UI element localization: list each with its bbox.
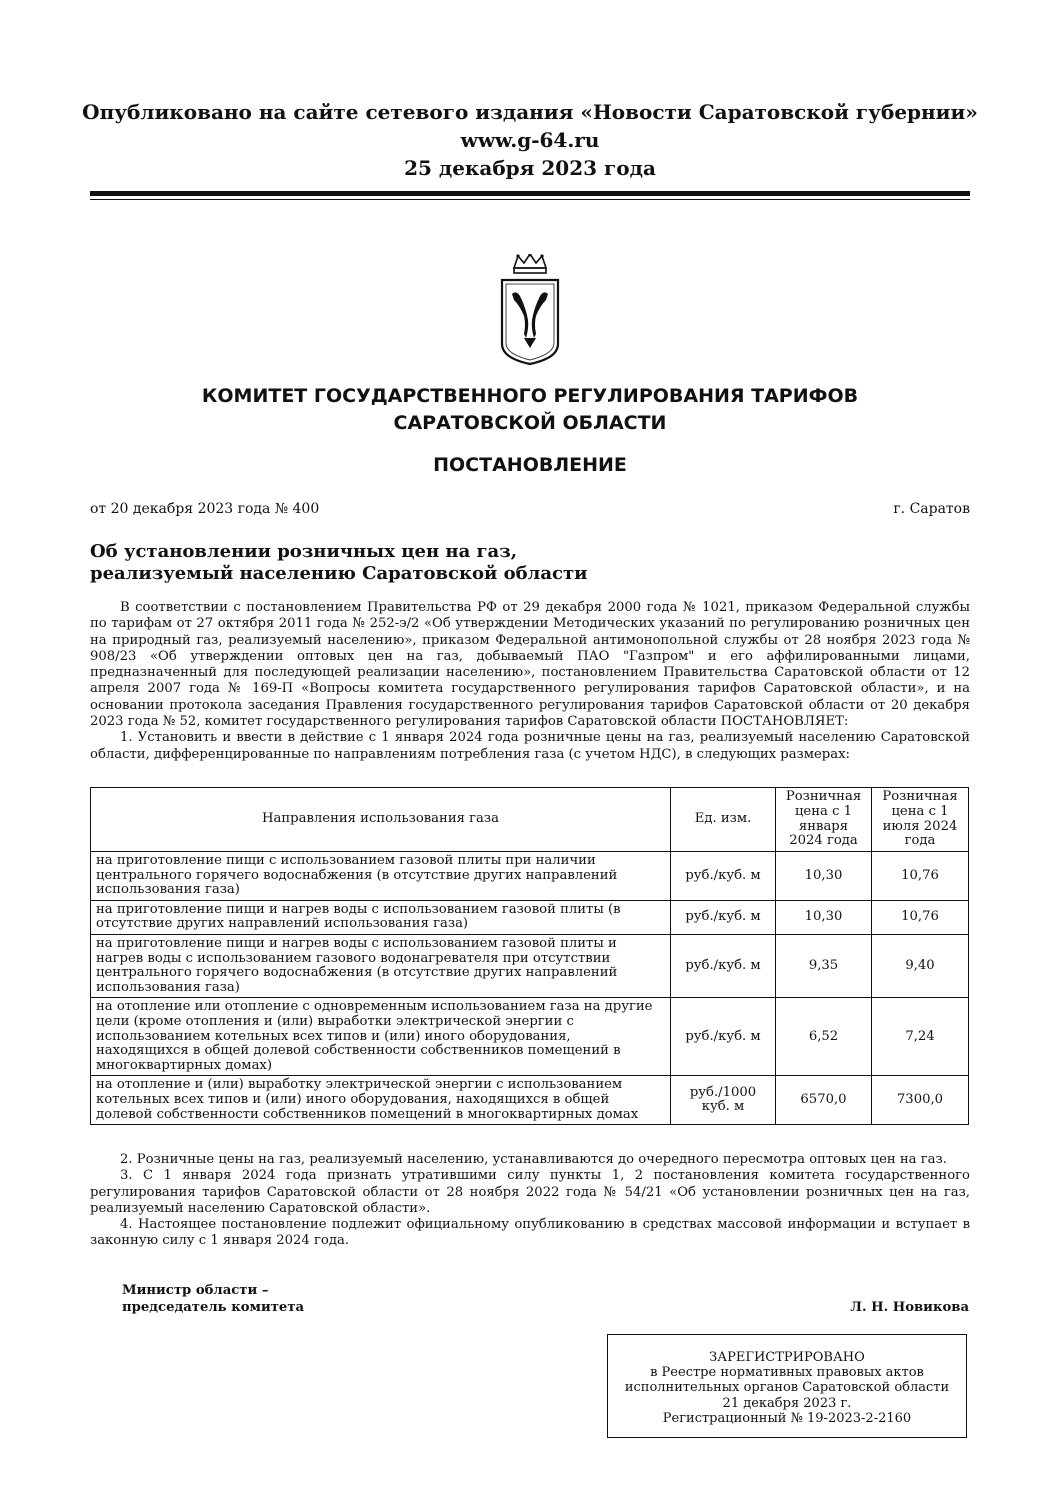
table-row [91,998,969,1076]
organization-title-line: САРАТОВСКОЙ ОБЛАСТИ [393,412,667,434]
cell-price-jul: 9,40 [872,934,969,997]
registration-number: Регистрационный № 19-2023-2-2160 [662,1410,912,1426]
item-1-paragraph: 1. Установить и ввести в действие с 1 января 2024 года розничные цены на газ, реализуемый населению Саратовской области, дифференцированные по направлениям потребления газа (с учетом НДС), в следующих размерах: [90,730,970,762]
column-header-price-jan: Розничная цена с 1 января 2024 года [776,788,872,852]
table-header-row [91,788,969,852]
document-subject [90,541,970,585]
registration-line: ЗАРЕГИСТРИРОВАНО [709,1350,865,1365]
cell-unit: руб./куб. м [671,852,776,901]
item-4-paragraph: 4. Настоящее постановление подлежит официальному опубликованию в средствах массовой информации и вступает в законную силу с 1 января 2024 года. [90,1217,970,1249]
publication-line: Опубликовано на сайте сетевого издания «Новости Саратовской губернии» [82,100,978,124]
registration-line: исполнительных органов Саратовской области [624,1380,950,1396]
cell-price-jul: 10,76 [872,852,969,901]
column-header-direction: Направления использования газа [91,788,671,852]
document-closing [90,1152,970,1250]
cell-unit: руб./куб. м [671,934,776,997]
signatory-name: Л. Н. Новикова [850,1300,969,1315]
cell-unit: руб./1000 куб. м [671,1076,776,1125]
table-row [91,852,969,901]
publication-header [0,98,1060,182]
preamble-paragraph: В соответствии с постановлением Правительства РФ от 29 декабря 2000 года № 1021, приказом Федеральной службы по тарифам от 27 октября 2011 года № 252-э/2 «Об утверждении Методических указаний по регулированию розничных цен на природный газ, реализуемый населению», приказом Федеральной антимонопольной службы от 28 ноября 2023 года № 908/23 «Об утверждении оптовых цен на газ, добываемый ПАО "Газпром" и его аффилированными лицами, предназначенный для последующей реализации населению», постановлением Правительства Саратовской области от 12 апреля 2007 года № 169-П «Вопросы комитета государственного регулирования тарифов Саратовской области», и на основании протокола заседания Правления государственного регулирования тарифов Саратовской области от 20 декабря 2023 года № 52, комитет государственного регулирования тарифов Саратовской области ПОСТАНОВЛЯЕТ: [90,600,970,730]
column-header-unit: Ед. изм. [671,788,776,852]
cell-price-jan: 9,35 [776,934,872,997]
cell-unit: руб./куб. м [671,900,776,934]
publication-url: www.g-64.ru [460,128,600,152]
header-rule-thin [90,199,970,200]
column-header-price-jul: Розничная цена с 1 июля 2024 года [872,788,969,852]
cell-direction: на приготовление пищи и нагрев воды с использованием газовой плиты (в отсутствие других направлений использования газа) [91,900,671,934]
document-city: г. Саратов [893,501,970,517]
organization-title-line: КОМИТЕТ ГОСУДАРСТВЕННОГО РЕГУЛИРОВАНИЯ ТАРИФОВ [201,385,859,407]
coat-of-arms-icon [498,254,562,366]
signatory-title [122,1282,304,1316]
document-meta [90,500,970,518]
cell-price-jul: 10,76 [872,900,969,934]
document-kind: ПОСТАНОВЛЕНИЕ [433,454,627,476]
document-date-number: от 20 декабря 2023 года № 400 [90,501,320,517]
signatory-title-line: Министр области – [122,1283,269,1298]
cell-price-jul: 7300,0 [872,1076,969,1125]
table-row [91,900,969,934]
cell-price-jan: 10,30 [776,852,872,901]
subject-line: Об установлении розничных цен на газ, [90,541,517,562]
registration-line: в Реестре нормативных правовых актов [650,1365,924,1381]
tariff-table [90,787,969,1125]
cell-price-jul: 7,24 [872,998,969,1076]
cell-direction: на приготовление пищи с использованием газовой плиты при наличии центрального горячего водоснабжения (в отсутствие других направлений использования газа) [91,852,671,901]
document-body [90,600,970,763]
cell-unit: руб./куб. м [671,998,776,1076]
signatory-title-line: председатель комитета [122,1300,305,1315]
registration-stamp [607,1334,967,1438]
cell-price-jan: 6,52 [776,998,872,1076]
item-3-paragraph: 3. С 1 января 2024 года признать утратившими силу пункты 1, 2 постановления комитета государственного регулирования тарифов Саратовской области от 28 ноября 2022 года № 54/21 «Об установлении розничных цен на газ, реализуемый населению Саратовской области». [90,1168,970,1216]
registration-date: 21 декабря 2023 г. [722,1395,852,1411]
cell-price-jan: 6570,0 [776,1076,872,1125]
cell-direction: на отопление и (или) выработку электрической энергии с использованием котельных всех типов и (или) иного оборудования, находящихся в общей долевой собственности собственников помещений в многоквартирных домах [91,1076,671,1125]
subject-line: реализуемый населению Саратовской области [90,563,588,584]
table-row [91,1076,969,1125]
cell-direction: на отопление или отопление с одновременным использованием газа на другие цели (кроме отопления и (или) выработки электрической энергии с использованием котельных всех типов и (или) иного оборудования, находящихся в общей долевой собственности собственников помещений в многоквартирных домах) [91,998,671,1076]
item-2-paragraph: 2. Розничные цены на газ, реализуемый населению, устанавливаются до очередного пересмотра оптовых цен на газ. [120,1152,947,1167]
organization-title [0,383,1060,437]
header-rule-thick [90,191,970,196]
table-row [91,934,969,997]
publication-date: 25 декабря 2023 года [404,156,656,180]
cell-price-jan: 10,30 [776,900,872,934]
cell-direction: на приготовление пищи и нагрев воды с использованием газовой плиты и нагрев воды с использованием газового водонагревателя при отсутствии центрального горячего водоснабжения (в отсутствие других направлений использования газа) [91,934,671,997]
